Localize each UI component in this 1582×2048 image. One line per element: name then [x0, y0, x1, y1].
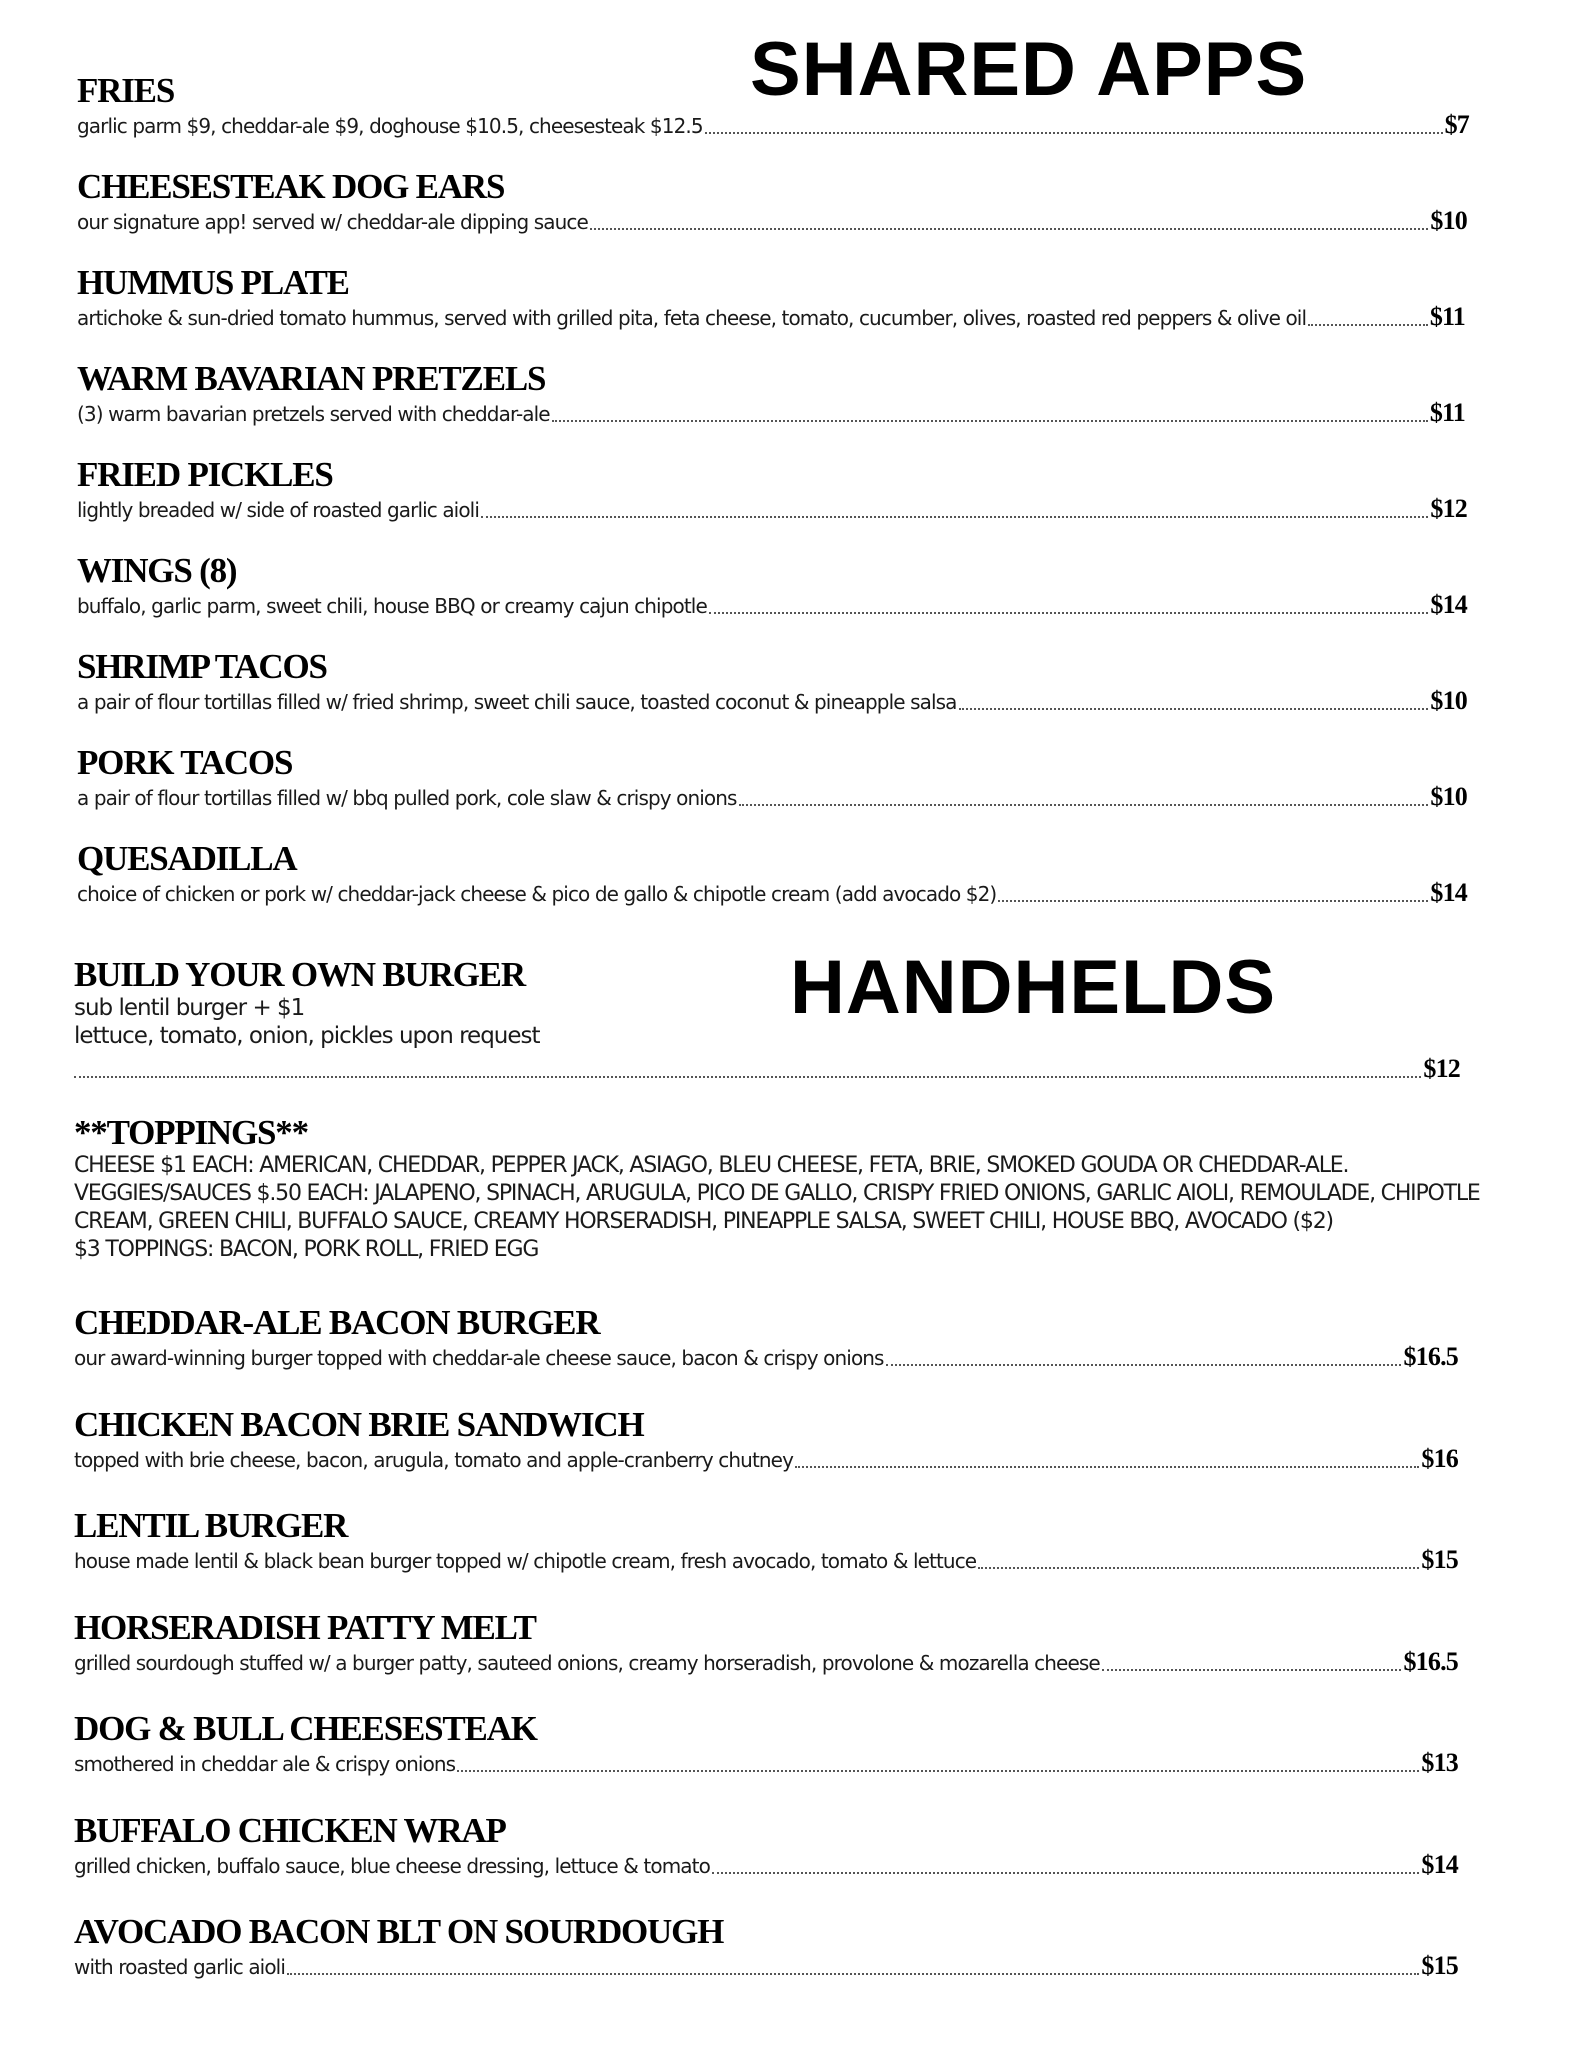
dotted-leader [959, 707, 1429, 710]
item-description: with roasted garlic aioli [74, 1955, 285, 1979]
item-name: FRIED PICKLES [77, 455, 333, 494]
menu-item-cheesesteak-dog-ears [77, 168, 1467, 236]
menu-item-horseradish-patty-melt [74, 1609, 1458, 1677]
item-price: $14 [1430, 590, 1467, 619]
item-price: $16 [1421, 1444, 1458, 1473]
dotted-leader [998, 899, 1428, 902]
item-name: SHRIMP TACOS [77, 647, 327, 686]
toppings-sauces-line: CREAM, GREEN CHILI, BUFFALO SAUCE, CREAMY HORSERADISH, PINEAPPLE SALSA, SWEET CHILI, HOUSE BBQ, AVOCADO ($2) [74, 1209, 1333, 1234]
item-description: our signature app! served w/ cheddar-ale dipping sauce [77, 210, 588, 234]
menu-item-quesadilla [77, 840, 1467, 908]
item-price: $11 [1429, 398, 1465, 427]
item-price: $11 [1429, 302, 1465, 331]
item-price: $14 [1430, 878, 1467, 907]
item-description: topped with brie cheese, bacon, arugula, tomato and apple-cranberry chutney [74, 1448, 794, 1472]
item-row [74, 1545, 1458, 1575]
item-description: garlic parm $9, cheddar-ale $9, doghouse $10.5, cheesesteak $12.5 [77, 114, 703, 138]
item-name: CHICKEN BACON BRIE SANDWICH [74, 1405, 644, 1444]
shared-apps-heading: SHARED APPS [750, 27, 1308, 112]
item-description: choice of chicken or pork w/ cheddar-jack cheese & pico de gallo & chipotle cream (add avocado $2) [77, 882, 997, 906]
menu-item-shrimp-tacos [77, 648, 1467, 716]
item-name: BUFFALO CHICKEN WRAP [74, 1811, 506, 1850]
menu-item-cheddar-ale-bacon-burger [74, 1304, 1458, 1372]
menu-item-buffalo-chicken-wrap [74, 1812, 1458, 1880]
item-note-toppings: lettuce, tomato, onion, pickles upon request [74, 1023, 540, 1049]
item-row [77, 686, 1467, 716]
item-price: $10 [1430, 686, 1467, 715]
dotted-leader [712, 1871, 1419, 1874]
item-row [77, 782, 1467, 812]
dotted-leader [481, 515, 1428, 518]
menu-item-lentil-burger [74, 1507, 1458, 1575]
item-description: a pair of flour tortillas filled w/ bbq pulled pork, cole slaw & crispy onions [77, 786, 737, 810]
dotted-leader [287, 1972, 1419, 1975]
toppings-cheese-line: CHEESE $1 EACH: AMERICAN, CHEDDAR, PEPPER JACK, ASIAGO, BLEU CHEESE, FETA, BRIE, SMOKED GOUDA OR CHEDDAR-ALE. [74, 1153, 1349, 1178]
item-price: $10 [1430, 206, 1467, 235]
item-row [74, 1342, 1458, 1372]
item-price: $10 [1430, 782, 1467, 811]
item-row [74, 1444, 1458, 1474]
dotted-leader [552, 419, 1428, 422]
item-description: a pair of flour tortillas filled w/ fried shrimp, sweet chili sauce, toasted coconut & pineapple salsa [77, 690, 957, 714]
item-row [77, 590, 1467, 620]
dotted-leader [978, 1566, 1419, 1569]
item-name: BUILD YOUR OWN BURGER [74, 955, 525, 994]
item-name: HUMMUS PLATE [77, 263, 349, 302]
menu-item-hummus-plate [77, 264, 1465, 332]
dotted-leader [709, 611, 1429, 614]
toppings-veggies-line: VEGGIES/SAUCES $.50 EACH: JALAPENO, SPINACH, ARUGULA, PICO DE GALLO, CRISPY FRIED ONIONS, GARLIC AIOLI, REMOULADE, CHIPOTLE [74, 1181, 1480, 1206]
handhelds-heading: HANDHELDS [790, 945, 1277, 1030]
item-price: $14 [1421, 1850, 1458, 1879]
item-name: FRIES [77, 71, 175, 110]
item-name: CHEDDAR-ALE BACON BURGER [74, 1303, 600, 1342]
menu-item-wings [77, 552, 1467, 620]
item-row [74, 1951, 1458, 1981]
item-price: $16.5 [1403, 1647, 1458, 1676]
dotted-leader [1308, 323, 1428, 326]
item-description: artichoke & sun-dried tomato hummus, served with grilled pita, feta cheese, tomato, cucumber, olives, roasted red peppers & olive oil [77, 306, 1307, 330]
dotted-leader [1102, 1668, 1402, 1671]
item-row [74, 1647, 1458, 1677]
item-name: LENTIL BURGER [74, 1506, 348, 1545]
item-price: $16.5 [1403, 1342, 1458, 1371]
menu-item-build-your-own-burger [74, 956, 1460, 1084]
item-price: $15 [1421, 1951, 1458, 1980]
toppings-block [74, 1114, 1494, 1264]
menu-item-chicken-bacon-brie-sandwich [74, 1406, 1458, 1474]
menu-item-fried-pickles [77, 456, 1467, 524]
item-description: house made lentil & black bean burger topped w/ chipotle cream, fresh avocado, tomato & lettuce [74, 1549, 977, 1573]
item-price: $13 [1421, 1748, 1458, 1777]
menu-item-fries [77, 72, 1469, 140]
item-description: (3) warm bavarian pretzels served with cheddar-ale [77, 402, 550, 426]
item-row [74, 1054, 1460, 1084]
item-description: grilled chicken, buffalo sauce, blue cheese dressing, lettuce & tomato [74, 1854, 710, 1878]
item-row [77, 110, 1469, 140]
item-price: $12 [1430, 494, 1467, 523]
item-row [74, 1748, 1458, 1778]
item-note-lentil: sub lentil burger + $1 [74, 995, 305, 1021]
dotted-leader [739, 803, 1429, 806]
toppings-three-dollar-line: $3 TOPPINGS: BACON, PORK ROLL, FRIED EGG [74, 1237, 539, 1262]
toppings-heading: **TOPPINGS** [74, 1113, 308, 1152]
item-price: $15 [1421, 1545, 1458, 1574]
item-name: QUESADILLA [77, 839, 297, 878]
item-row [77, 878, 1467, 908]
item-name: WARM BAVARIAN PRETZELS [77, 359, 546, 398]
item-description: grilled sourdough stuffed w/ a burger patty, sauteed onions, creamy horseradish, provolone & mozarella cheese [74, 1651, 1100, 1675]
dotted-leader [795, 1465, 1419, 1468]
item-price: $12 [1423, 1054, 1460, 1083]
item-row [77, 398, 1465, 428]
item-name: AVOCADO BACON BLT ON SOURDOUGH [74, 1912, 724, 1951]
item-name: CHEESESTEAK DOG EARS [77, 167, 505, 206]
item-description: our award-winning burger topped with cheddar-ale cheese sauce, bacon & crispy onions [74, 1346, 884, 1370]
item-description: lightly breaded w/ side of roasted garlic aioli [77, 498, 479, 522]
dotted-leader [705, 131, 1443, 134]
dotted-leader [457, 1769, 1419, 1772]
item-row [77, 494, 1467, 524]
item-description: smothered in cheddar ale & crispy onions [74, 1752, 456, 1776]
dotted-leader [886, 1363, 1402, 1366]
item-row [74, 1850, 1458, 1880]
menu-item-warm-bavarian-pretzels [77, 360, 1465, 428]
item-row [77, 302, 1465, 332]
item-name: HORSERADISH PATTY MELT [74, 1608, 536, 1647]
item-description: buffalo, garlic parm, sweet chili, house BBQ or creamy cajun chipotle [77, 594, 707, 618]
item-name: DOG & BULL CHEESESTEAK [74, 1709, 537, 1748]
dotted-leader [590, 227, 1428, 230]
item-name: PORK TACOS [77, 743, 293, 782]
dotted-leader [74, 1075, 1421, 1078]
item-price: $7 [1444, 110, 1469, 139]
menu-item-dog-and-bull-cheesesteak [74, 1710, 1458, 1778]
menu-item-avocado-bacon-blt [74, 1913, 1458, 1981]
item-row [77, 206, 1467, 236]
item-name: WINGS (8) [77, 551, 237, 590]
menu-item-pork-tacos [77, 744, 1467, 812]
